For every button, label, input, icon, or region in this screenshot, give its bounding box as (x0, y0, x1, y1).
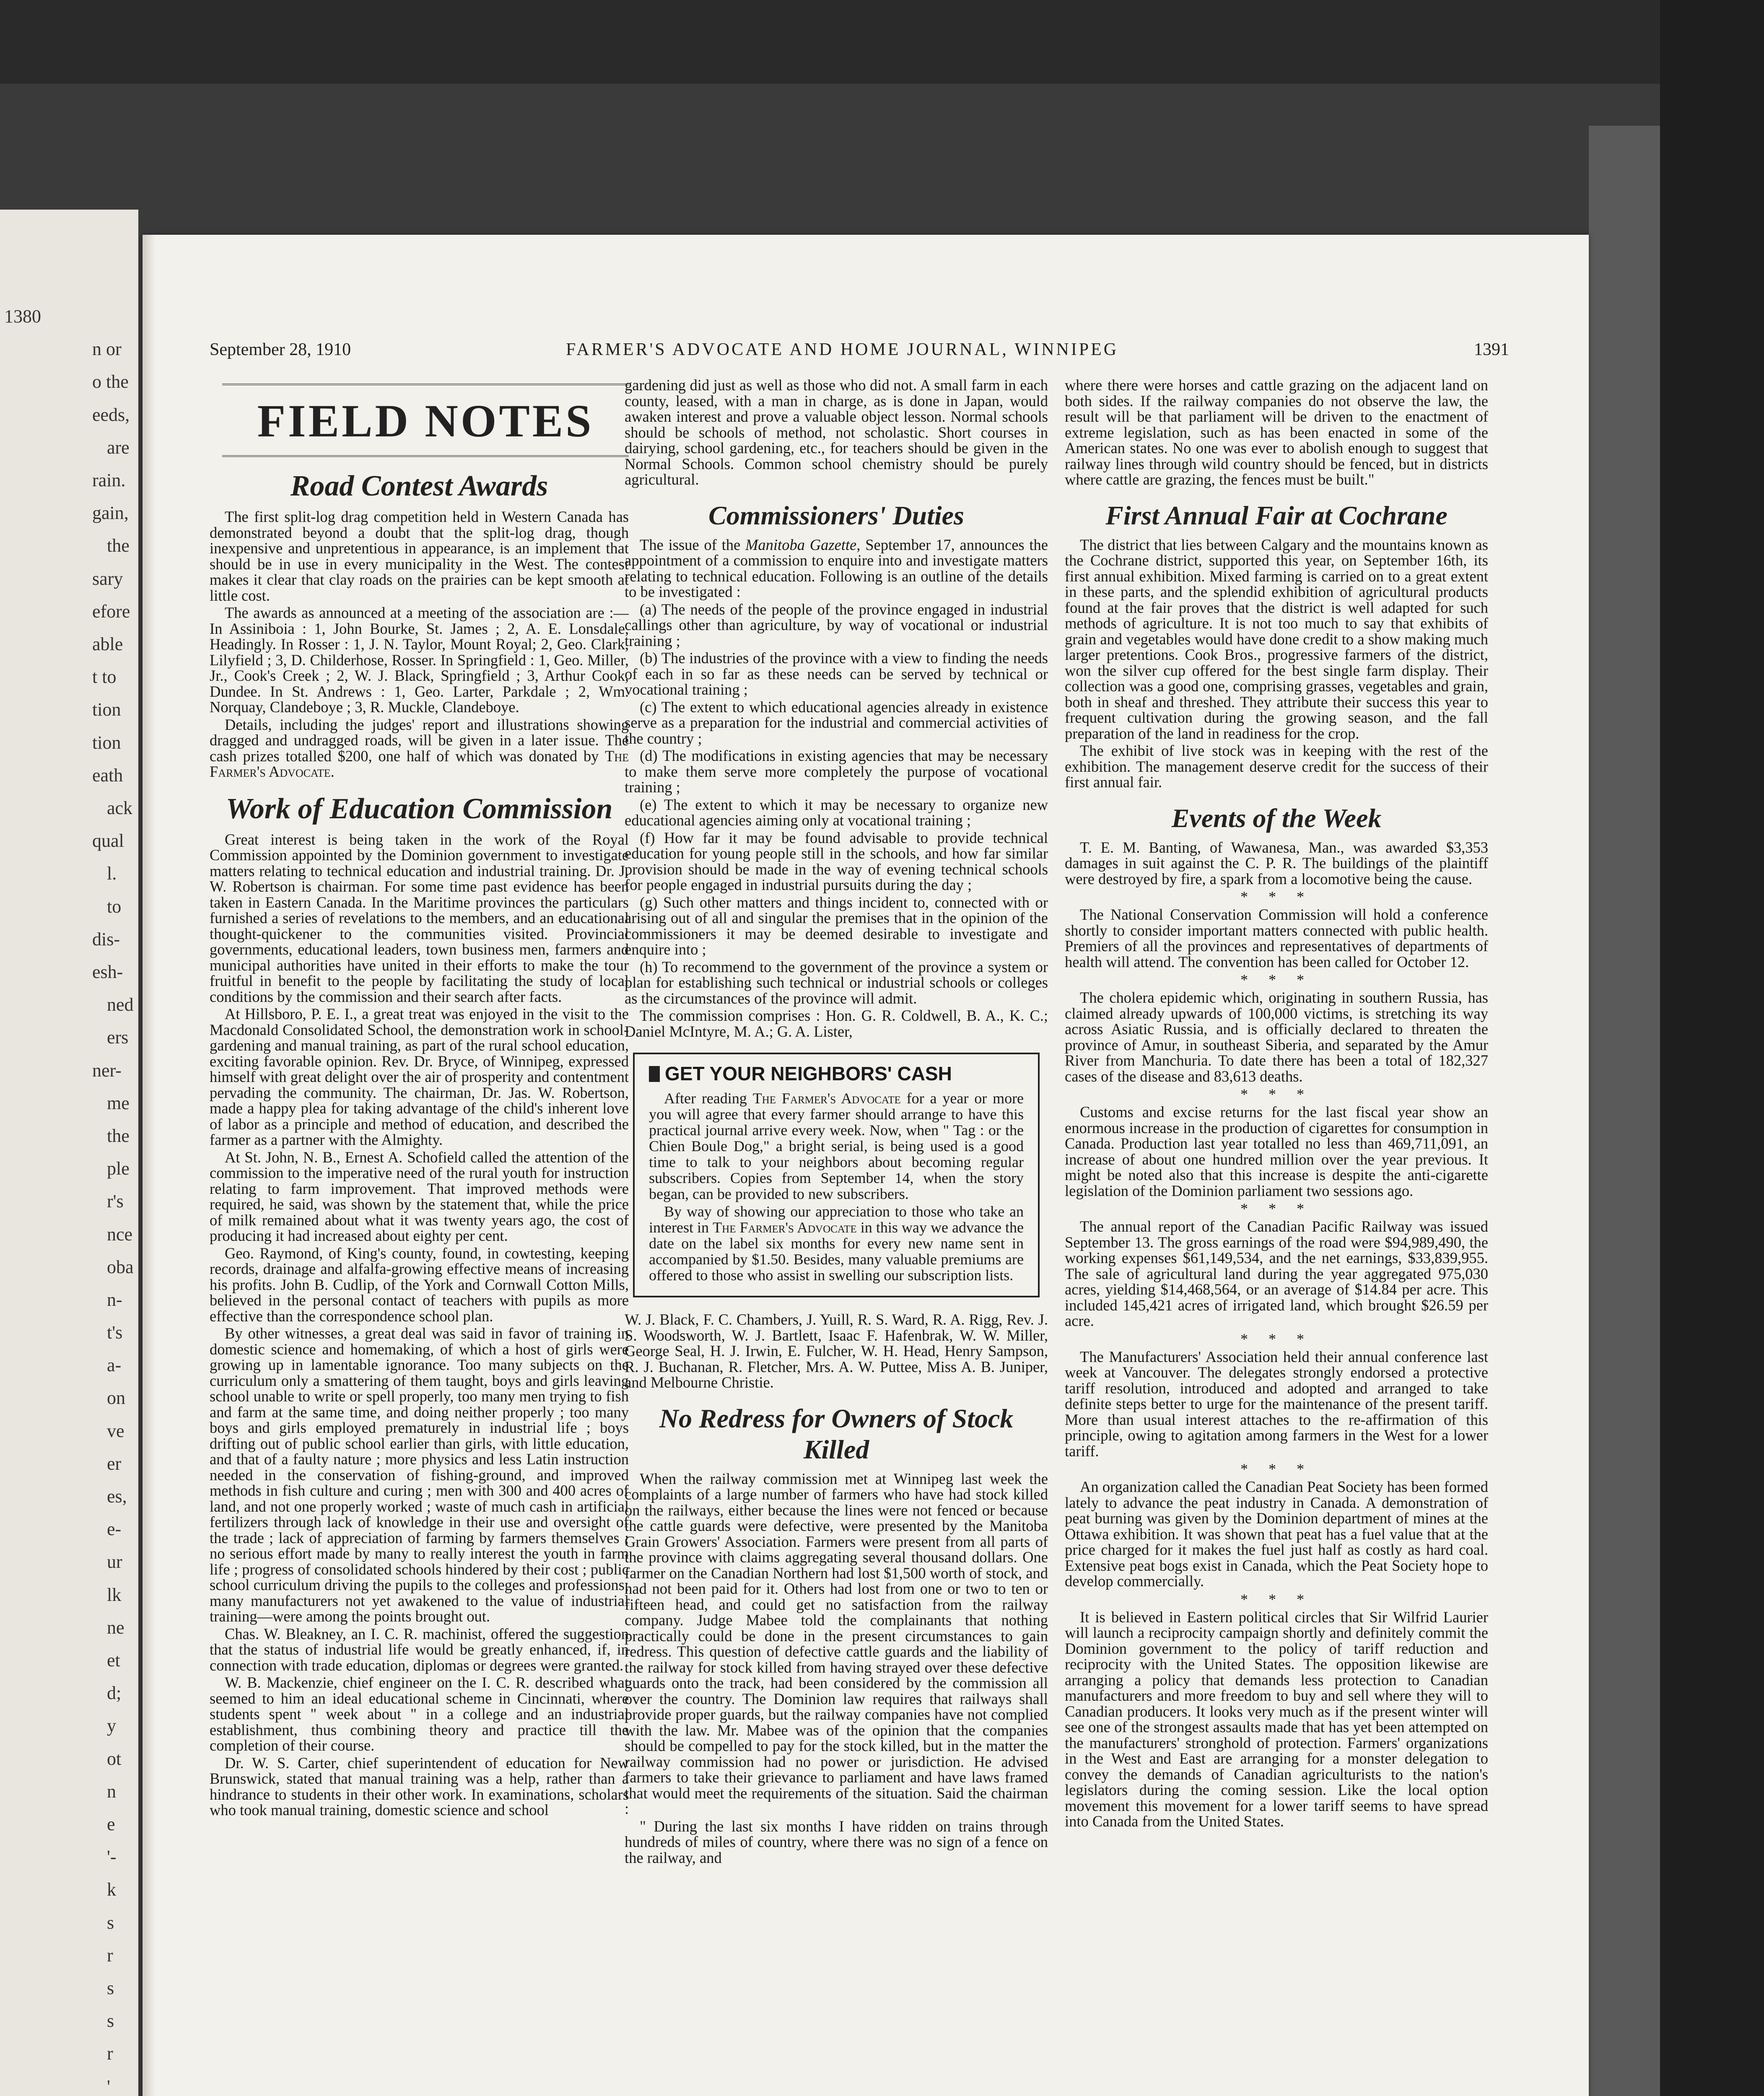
left-page-fragment: ot (107, 1748, 122, 1769)
column-1 (210, 377, 629, 2096)
page-binding-shadow (143, 235, 155, 2096)
article-paragraph (210, 717, 629, 780)
left-page-fragment: eeds, (92, 404, 130, 425)
list-item: (d) The modifications in existing agencies that may be necessary to make them serve more completely the purpose of vocational training ; (625, 747, 1048, 796)
left-page-fragment: dis- (92, 929, 120, 949)
cochrane-fair-heading: First Annual Fair at Cochrane (1105, 500, 1448, 530)
left-page-fragment: t to (92, 667, 117, 687)
field-notes-title: FIELD NOTES (257, 395, 594, 446)
left-page-fragment: r's (107, 1191, 124, 1212)
article-paragraph: By other witnesses, a great deal was said in favor of training in domestic science and homemaking, of which a host of girls were growing up in lamentable ignorance. Too many subjects on the curriculum only a smattering of them taught, boys and girls leaving school unable to write or spell properly, too many men trying to fish and farm at the same time, and doing neither properly ; too many boys and girls employed prematurely in industrial life ; boys drifting out of public school earlier than girls, with little education, and that of a faulty nature ; more physics and less Latin instruction needed in the conservation of fishing-ground, and improved methods in fish culture and curing ; men with 300 and 400 acres of land, and not one properly worked ; waste of much cash in artificial fertilizers through lack of knowledge in their use and oversight of the trade ; lack of appreciation of farming by farmers themselves ; no serious effort made by many to really interest the youth in farm life ; progress of consolidated schools hindered by their cost ; public school curriculum driving the pupils to the colleges and professions; many manufacturers not yet awakened to the value of industrial training—were among the points brought out. (210, 1325, 629, 1625)
paragraph-text: for a year or more you will agree that every farmer should arrange to have this practical journal arrive every week. Now, when " Tag : or the Chien Boule Dog," a bright serial, is being used is a good time to talk to your neighbors about becoming regular subscribers. Copies from September 14, when the story began, can be provided to new subscribers. (649, 1090, 1024, 1202)
list-item: (h) To recommend to the government of the province a system or plan for establishing such technical or industrial schools or colleges as the circumstances of the province will admit. (625, 958, 1048, 1007)
continuation-paragraph: where there were horses and cattle grazing on the adjacent land on both sides. If the railway companies do not observe the law, the result will be that parliament will be driven to the enactment of extreme legislation, such as has been enacted in some of the American states. No one was ever to abolish enough to suggest that railway lines through wild country should be fenced, but in districts where cattle are grazing, the fences must be built." (1065, 377, 1488, 488)
article-paragraph: At St. John, N. B., Ernest A. Schofield called the attention of the commission to the imperative need of the rural youth for instruction relating to farm improvement. That improved methods were required, he said, was shown by the statement that, while the price of milk remained about what it was twenty years ago, the cost of producing it had increased about eighty per cent. (210, 1148, 629, 1244)
page-number: 1391 (1474, 340, 1509, 359)
left-page-fragment: eath (92, 765, 123, 786)
left-page-fragment: y (107, 1715, 116, 1736)
paragraph-text: By way of showing our appreciation to those who take an interest in (649, 1203, 1024, 1236)
left-page-fragment: r (107, 2043, 113, 2064)
left-page-fragment: ner- (92, 1060, 122, 1081)
field-notes-banner (222, 384, 629, 457)
publication-title: FARMER'S ADVOCATE AND HOME JOURNAL, WINNIPEG (566, 340, 1119, 359)
article-paragraph: At Hillsboro, P. E. I., a great treat was enjoyed in the visit to the Macdonald Consolidated School, the demonstration work in school-gardening and manual training, as part of the rural school education, exciting favorable opinion. Rev. Dr. Bryce, of Winnipeg, expressed himself with great delight over the air of prosperity and contentment pervading the community. The chairman, Dr. Jas. W. Robertson, made a happy plea for taking advantage of the child's inherent love of labor as a principle and method of education, and described the farmer as a partner with the Almighty. (210, 1005, 629, 1148)
promo-title-text: GET YOUR NEIGHBORS' CASH (665, 1063, 952, 1084)
left-page-fragment: d; (107, 1683, 122, 1704)
section-separator-stars: * * * (1240, 971, 1313, 988)
article-paragraph: The district that lies between Calgary and the mountains known as the Cochrane district, supported this year, on September 16th, its first annual exhibition. Mixed farming is carried on to a great extent in these parts, and the splendid exhibition of agricultural products found at the fair proves that the district is well adapted for such methods of agriculture. It is not too much to say that exhibits of grain and vegetables would have done credit to a show making much larger pretentions. Cook Bros., progressive farmers of the district, won the silver cup offered for the best single farm display. Their collection was a good one, comprising grasses, vegetables and grain, both in sheaf and threshed. They attribute their success this year to frequent cultivation during the growing season, and the fall preparation of the land in readiness for the crop. (1065, 536, 1488, 742)
left-page-fragment: s (107, 1912, 114, 1933)
left-page-fragment: r (107, 1945, 113, 1966)
left-page-fragment: n or (92, 339, 122, 360)
left-page-fragment: on (107, 1388, 125, 1409)
left-page-fragment: tion (92, 699, 121, 720)
news-item: The cholera epidemic which, originating in southern Russia, has claimed already upwards of 100,000 victims, is stretching its way across Asiatic Russia, and is officially declared to threaten the province of Amur, in southeast Siberia, and separated by the Amur River from Manchuria. To date there has been a total of 182,327 cases of the disease and 83,613 deaths. (1065, 989, 1488, 1085)
news-item: The National Conservation Commission will hold a conference shortly to consider important matters connected with public health. Premiers of all the provinces and representatives of departments of health will attend. The convention has been called for October 12. (1065, 906, 1488, 970)
commissioners-duties-heading: Commissioners' Duties (708, 500, 964, 530)
left-page-fragment: es, (107, 1486, 127, 1507)
article-paragraph: W. B. Mackenzie, chief engineer on the I. C. R. described what seemed to him an ideal educational scheme in Cincinnati, where students spent " week about " in a college and an industrial establishment, thus combining theory and practice till the completion of their course. (210, 1674, 629, 1754)
left-page-fragment: oba (107, 1256, 134, 1277)
left-page-fragment: '- (107, 1847, 117, 1868)
left-page-fragment: t's (107, 1322, 123, 1343)
left-page-fragment: e (107, 1814, 115, 1835)
column-2 (625, 377, 1048, 2096)
left-page-fragment: sary (92, 568, 123, 589)
section-separator-stars: * * * (1240, 1086, 1313, 1102)
donor-name: The Farmer's Advocate. (210, 747, 629, 780)
column-3 (1065, 377, 1488, 2096)
left-page-fragment: are (107, 437, 130, 458)
paragraph-text: Details, including the judges' report and illustrations showing dragged and undragged roads, will be given in a later issue. The cash prizes totalled $200, one half of which was donated by (210, 716, 629, 765)
paragraph-text: The issue of the (640, 536, 741, 553)
paragraph-text: , September 17, announces the appointment of a commission to enquire into and investigate matters relating to technical education. Following is an outline of the details to be investigated : (625, 536, 1048, 600)
article-paragraph: Geo. Raymond, of King's county, found, in cowtesting, keeping records, drainage and alfalfa-growing effective means of increasing his profits. John B. Cudlip, of the York and Cornwall Cotton Mills, believed in the personal contact of teachers with pupils as more effective than the correspondence school plan. (210, 1244, 629, 1325)
running-header (210, 340, 1509, 365)
education-commission-heading: Work of Education Commission (226, 792, 613, 825)
list-item: (g) Such other matters and things incident to, connected with or arising out of all and singular the premises that in the opinion of the commissioners it may be deemed desirable to investigate and enquire into ; (625, 893, 1048, 958)
left-page-fragment: ur (107, 1551, 122, 1572)
left-page-fragment: ack (107, 797, 133, 818)
list-item: (f) How far it may be found advisable to provide technical education for young people still in the schools, and how far similar provision should be made in the way of evening technical schools for people engaged in industrial pursuits during the day ; (625, 829, 1048, 893)
news-item: The Manufacturers' Association held their annual conference last week at Vancouver. The delegates strongly endorsed a protective tariff resolution, introduced and adopted and arranged to take definite steps better to urge for the maintenance of the present tariff. More than usual interest attaches to the re-affirmation of this principle, owing to agitation among farmers in the West for a lower tariff. (1065, 1348, 1488, 1460)
article-paragraph: The awards as announced at a meeting of the association are :—In Assiniboia : 1, John Bourke, St. James ; 2, A. E. Lonsdale, Headingly. In Rosser : 1, J. N. Taylor, Mount Royal; 2, Geo. Clark, Lilyfield ; 3, D. Childerhose, Rosser. In Springfield : 1, Geo. Miller, Jr., Cook's Creek ; 2, W. J. Black, Springfield ; 3, Arthur Cook, Dundee. In St. Andrews : 1, Geo. Larter, Parkdale ; 2, Wm. Norquay, Clandeboye ; 3, R. Muckle, Clandeboye. (210, 604, 629, 716)
events-of-week-heading: Events of the Week (1171, 803, 1382, 833)
left-page-fragment: ple (107, 1158, 130, 1179)
promo-box-title (649, 1062, 1024, 1085)
list-item: (a) The needs of the people of the province engaged in industrial callings other than agriculture, by way of vocational or industrial training ; (625, 600, 1048, 649)
road-contest-heading: Road Contest Awards (290, 470, 548, 502)
left-page-fragment: to (107, 896, 122, 917)
news-item: An organization called the Canadian Peat Society has been formed lately to advance the peat industry in Canada. A demonstration of peat burning was given by the Dominion department of mines at the Ottawa exhibition. It was shown that peat has a fuel value that at the price charged for it makes the fuel just half as costly as hard coal. Extensive peat bogs exist in Canada, which the Peat Society hope to develop commercially. (1065, 1478, 1488, 1590)
gazette-name: Manitoba Gazette (745, 536, 857, 553)
left-page-fragment: 1380 (4, 306, 41, 327)
left-page-fragment: e- (107, 1519, 122, 1540)
left-page-fragment: nce (107, 1224, 133, 1245)
news-item: It is believed in Eastern political circles that Sir Wilfrid Laurier will launch a reciprocity campaign shortly and definitely commit the Dominion government to the policy of tariff reduction and reciprocity with the United States. The opposition likewise are arranging a policy that demands less protection to Canadian manufacturers and more freedom to buy and sell where they will to Canadian producers. It looks very much as if the present winter will see one of the strongest assaults made that has yet been attempted on the manufacturers' stronghold of protection. Farmers' organizations in the West and East are arranging for a monster delegation to convey the demands of Canadian agriculturists to the nation's legislators during the coming session. Like the local option movement this movement for a lower tariff seems to have spread into Canada from the United States. (1065, 1608, 1488, 1830)
left-page-fragment: l. (107, 863, 117, 884)
left-page-fragment: ne (107, 1617, 125, 1638)
scan-border-top (0, 0, 1764, 84)
left-page-fragment: n- (107, 1289, 122, 1310)
paragraph-text: in this way we advance the date on the label six months for every new name sent in accompanied by $1.50. Besides, many valuable premiums are offered to those who assist in swelling our subscription lists. (649, 1219, 1024, 1284)
news-item: The annual report of the Canadian Pacific Railway was issued September 13. The gross earnings of the road were $94,989,490, the working expenses $61,149,534, and the net earnings, $33,839,955. The sale of agricultural land during the year aggregated 975,030 acres, yielding $14,468,564, or an average of $14.84 per acre. This included 145,421 acres of irrigated land, which brought $26.59 per acre. (1065, 1218, 1488, 1329)
article-paragraph: Chas. W. Bleakney, an I. C. R. machinist, offered the suggestion that the status of industrial life would be greatly enhanced, if, in connection with trade education, diplomas or degrees were granted. (210, 1625, 629, 1674)
left-page-fragment: able (92, 633, 123, 654)
left-page-fragment: the (107, 1125, 130, 1146)
article-paragraph: The exhibit of live stock was in keeping with the rest of the exhibition. The management deserve credit for the success of their first annual fair. (1065, 742, 1488, 791)
left-page-fragment: s (107, 2010, 114, 2031)
list-item: (e) The extent to which it may be necessary to organize new educational agencies aiming only at vocational training ; (625, 796, 1048, 829)
section-separator-stars: * * * (1240, 1590, 1313, 1608)
left-page-fragment: o the (92, 371, 129, 392)
issue-date: September 28, 1910 (210, 340, 351, 359)
left-page-fragment: a- (107, 1355, 122, 1376)
left-page-fragment: the (107, 535, 130, 556)
news-item: Customs and excise returns for the last fiscal year show an enormous increase in the production of cigarettes for consumption in Canada. Production last year totalled no less than 469,711,091, an increase of about one hundred million over the year previous. It might be noted also that this increase is despite the anti-cigarette legislation of the Dominion parliament two sessions ago. (1065, 1103, 1488, 1199)
list-item: (b) The industries of the province with a view to finding the needs of each in so far as these needs can be served by technical or vocational training ; (625, 649, 1048, 698)
left-page-fragment: s (107, 1978, 114, 1999)
left-page-fragment: et (107, 1650, 120, 1671)
article-paragraph: Great interest is being taken in the work of the Royal Commission appointed by the Dominion government to investigate matters relating to technical education and industrial training. Dr. J. W. Robertson is chairman. For some time past evidence has been taken in Eastern Canada. In the Maritime provinces the particulars furnished a series of revelations to the members, and an educational thought-quickener to the communities visited. Provincial governments, educational leaders, town business men, farmers and municipal authorities have united in their efforts to make the tour fruitful in benefit to the people by facilitating the study of local conditions by the commission and their search after facts. (210, 830, 629, 1005)
continuation-paragraph: gardening did just as well as those who did not. A small farm in each county, leased, with a man in charge, as is done in Japan, would awaken interest and prove a valuable object lesson. Normal schools should be schools of method, not scholastic. Short courses in dairying, school gardening, etc., for teachers should be given in the Normal Schools. Common school chemistry should be purely agricultural. (625, 377, 1048, 488)
left-page-fragment: qual (92, 830, 124, 851)
left-page-fragment: efore (92, 601, 130, 622)
section-separator-stars: * * * (1240, 1200, 1313, 1217)
left-page-fragment: esh- (92, 961, 123, 982)
left-page-fragment: gain, (92, 503, 129, 524)
square-bullet-icon (649, 1066, 660, 1082)
commission-members-list: W. J. Black, F. C. Chambers, J. Yuill, R. S. Ward, R. A. Rigg, Rev. J. S. Woodsworth, W. J. Bartlett, Isaac F. Hafenbrak, W. W. Miller, George Seal, H. J. Irwin, E. Fulcher, W. H. Head, Henry Sampson, R. J. Buchanan, R. Fletcher, Mrs. A. W. Puttee, Miss A. B. Juniper, and Melbourne Christie. (625, 1311, 1048, 1391)
left-page-fragment: k (107, 1879, 116, 1900)
left-page-fragment: rain. (92, 470, 126, 490)
section-separator-stars: * * * (1240, 888, 1313, 905)
scan-edge-right (1660, 0, 1764, 2096)
left-page-fragment: ' (107, 2076, 110, 2096)
article-paragraph: The first split-log drag competition held in Western Canada has demonstrated beyond a doubt that the split-log drag, though inexpensive and unpretentious in appearance, is an implement that should be in use in every municipality in the West. The contest makes it clear that clay roads on the prairies can be kept smooth at little cost. (210, 508, 629, 604)
article-paragraph: Dr. W. S. Carter, chief superintendent of education for New Brunswick, stated that manual training was a help, rather than a hindrance to students in their other work. In examinations, scholars who took manual training, domestic science and school (210, 1754, 629, 1818)
section-separator-stars: * * * (1240, 1330, 1313, 1347)
left-page-fragment: er (107, 1453, 122, 1474)
left-facing-page (0, 210, 138, 2096)
magazine-name: The Farmer's Advocate (713, 1219, 857, 1236)
news-item: T. E. M. Banting, of Wawanesa, Man., was awarded $3,353 damages in suit against the C. P. R. The buildings of the plaintiff were destroyed by fire, a spark from a locomotive being the cause. (1065, 838, 1488, 887)
article-paragraph: When the railway commission met at Winnipeg last week the complaints of a large number of farmers who have had stock killed on the railways, either because the lines were not fenced or because the cattle guards were defective, were presented by the Manitoba Grain Growers' Association. Farmers were present from all parts of the province with claims aggregating several thousand dollars. One farmer on the Canadian Northern had lost $1,500 worth of stock, and had not been paid for it. Others had lost from one or two to ten or fifteen head, and could get no satisfaction from the railway company. Judge Mabee told the complainants that nothing practically could be done in the present circumstances to gain redress. This question of defective cattle guards and the liability of the railway for stock killed from having strayed over these defective guards onto the track, had been considered by the commission all over the country. The Dominion law requires that railways shall provide proper guards, but the railway companies have not complied with the law. Mr. Mabee was of the opinion that the companies should be compelled to pay for the stock killed, but in the matter the railway commission had no power or jurisdiction. He advised farmers to take their grievance to parliament and have laws framed that would meet the requirements of the situation. Said the chairman : (625, 1470, 1048, 1817)
left-page-fragment: ned (107, 994, 134, 1015)
no-redress-heading: No Redress for Owners of Stock Killed (659, 1403, 1014, 1464)
section-separator-stars: * * * (1240, 1460, 1313, 1477)
subscription-promo-box (633, 1053, 1040, 1297)
left-page-fragment: lk (107, 1584, 122, 1605)
magazine-name: The Farmer's Advocate (752, 1090, 901, 1107)
promo-paragraph (649, 1090, 1024, 1202)
list-item: The commission comprises : Hon. G. R. Coldwell, B. A., K. C.; Daniel McIntyre, M. A.; G. A. Lister, (625, 1007, 1048, 1040)
left-page-fragment: n (107, 1781, 116, 1802)
article-paragraph (625, 537, 1048, 600)
paragraph-text: After reading (664, 1090, 747, 1107)
article-paragraph: " During the last six months I have ridden on trains through hundreds of miles of country, where there was no sign of a fence on the railway, and (625, 1817, 1048, 1866)
left-page-fragment: tion (92, 732, 121, 753)
left-page-fragment: ve (107, 1420, 125, 1441)
left-page-fragment: me (107, 1092, 130, 1113)
left-page-fragment: ers (107, 1027, 129, 1048)
list-item: (c) The extent to which educational agencies already in existence serve as a preparation for the industrial and commercial activities of the country ; (625, 698, 1048, 747)
promo-paragraph (649, 1204, 1024, 1283)
